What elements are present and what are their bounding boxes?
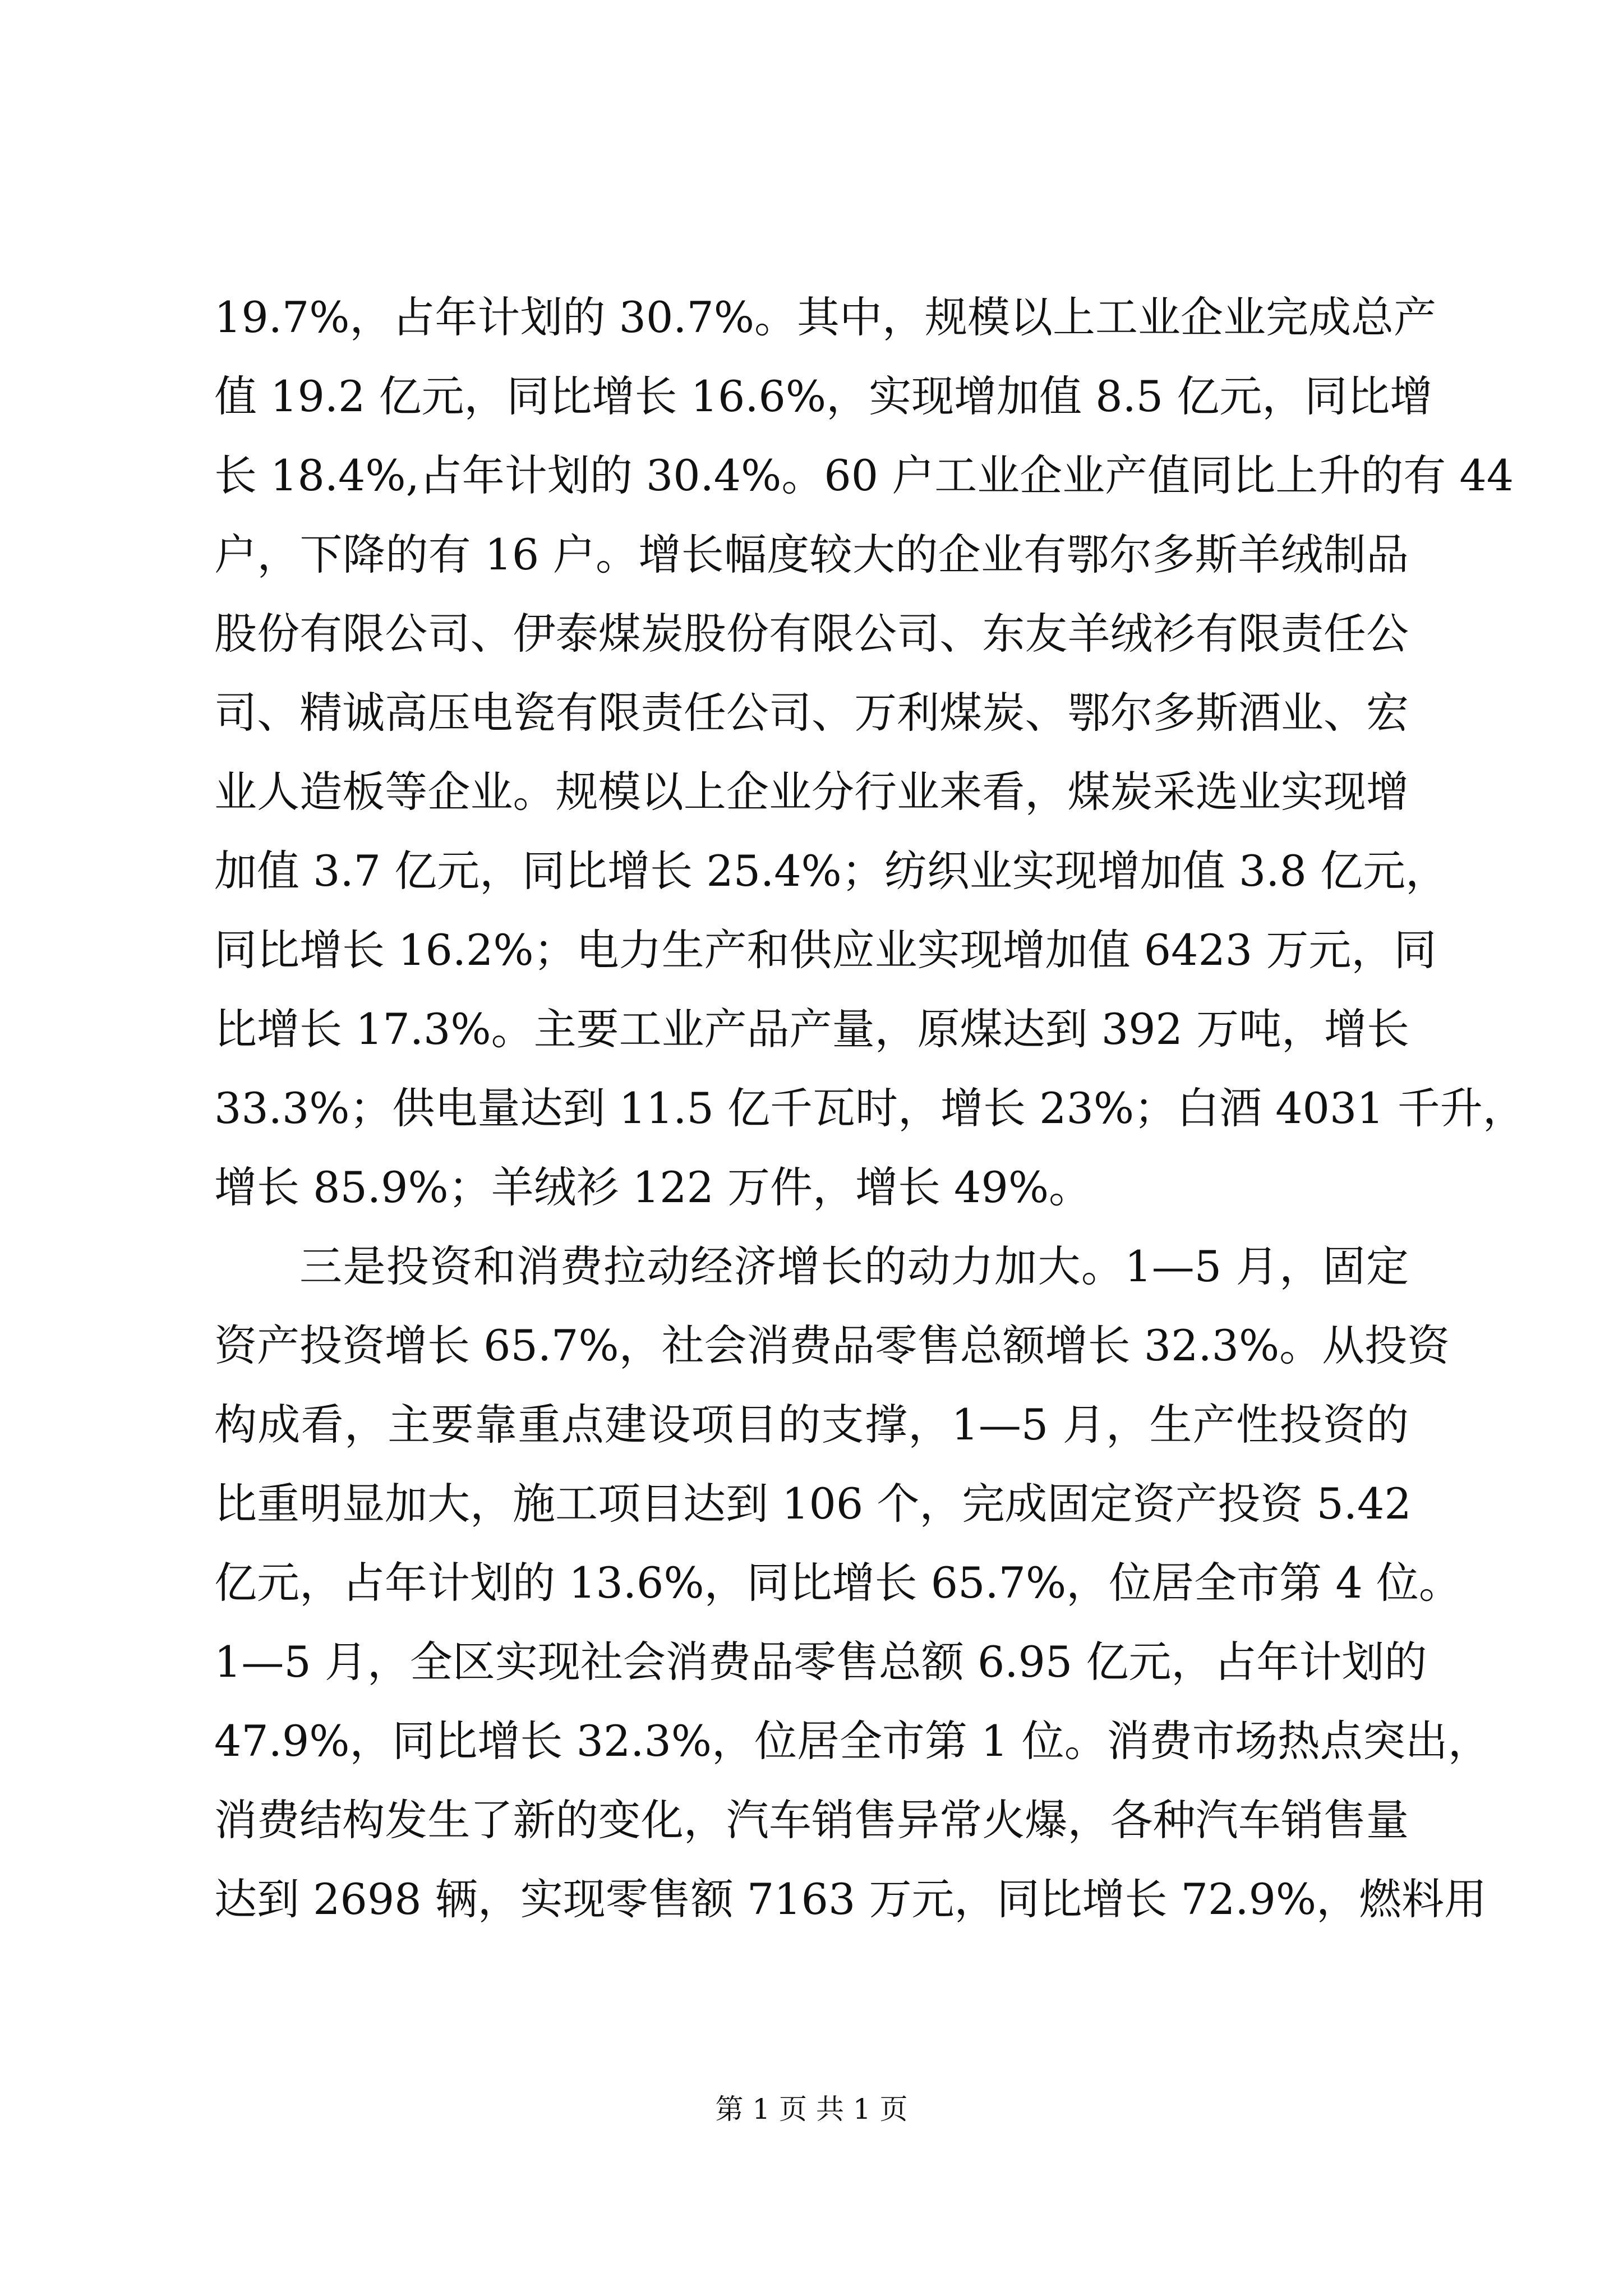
text-line: 1—5 月，全区实现社会消费品零售总额 6.95 亿元，占年计划的	[214, 1637, 1427, 1687]
text-line: 同比增长 16.2%；电力生产和供应业实现增加值 6423 万元，同	[214, 925, 1437, 975]
text-line: 构成看，主要靠重点建设项目的支撑，1—5 月，生产性投资的	[214, 1400, 1409, 1450]
text-line: 亿元，占年计划的 13.6%，同比增长 65.7%，位居全市第 4 位。	[214, 1558, 1461, 1608]
text-line: 增长 85.9%；羊绒衫 122 万件，增长 49%。	[214, 1162, 1092, 1212]
text-line: 户，下降的有 16 户。增长幅度较大的企业有鄂尔多斯羊绒制品	[214, 530, 1409, 579]
paragraph-start-line: 三是投资和消费拉动经济增长的动力加大。1—5 月，固定	[299, 1241, 1409, 1291]
text-line: 达到 2698 辆，实现零售额 7163 万元，同比增长 72.9%，燃料用	[214, 1874, 1487, 1924]
text-line: 资产投资增长 65.7%，社会消费品零售总额增长 32.3%。从投资	[214, 1320, 1450, 1370]
text-line: 比增长 17.3%。主要工业产品产量，原煤达到 392 万吨，增长	[214, 1004, 1409, 1054]
text-line: 长 18.4%,占年计划的 30.4%。60 户工业企业产值同比上升的有 44	[214, 450, 1514, 500]
text-line: 19.7%，占年计划的 30.7%。其中，规模以上工业企业完成总产	[214, 292, 1437, 342]
text-line: 47.9%，同比增长 32.3%，位居全市第 1 位。消费市场热点突出，	[214, 1716, 1491, 1766]
text-line: 股份有限公司、伊泰煤炭股份有限公司、东友羊绒衫有限责任公	[214, 609, 1409, 659]
text-line: 值 19.2 亿元，同比增长 16.6%，实现增加值 8.5 亿元，同比增	[214, 371, 1433, 421]
text-line: 比重明显加大，施工项目达到 106 个，完成固定资产投资 5.42	[214, 1479, 1412, 1529]
text-line: 业人造板等企业。规模以上企业分行业来看，煤炭采选业实现增	[214, 767, 1409, 817]
text-line: 司、精诚高压电瓷有限责任公司、万利煤炭、鄂尔多斯酒业、宏	[214, 688, 1409, 738]
text-line: 消费结构发生了新的变化，汽车销售异常火爆，各种汽车销售量	[214, 1795, 1409, 1845]
text-line: 33.3%；供电量达到 11.5 亿千瓦时，增长 23%；白酒 4031 千升，	[214, 1083, 1525, 1133]
body-text	[214, 278, 1525, 1939]
page-footer: 第 1 页 共 1 页	[715, 2093, 908, 2125]
text-line: 加值 3.7 亿元，同比增长 25.4%；纺织业实现增加值 3.8 亿元，	[214, 846, 1448, 896]
